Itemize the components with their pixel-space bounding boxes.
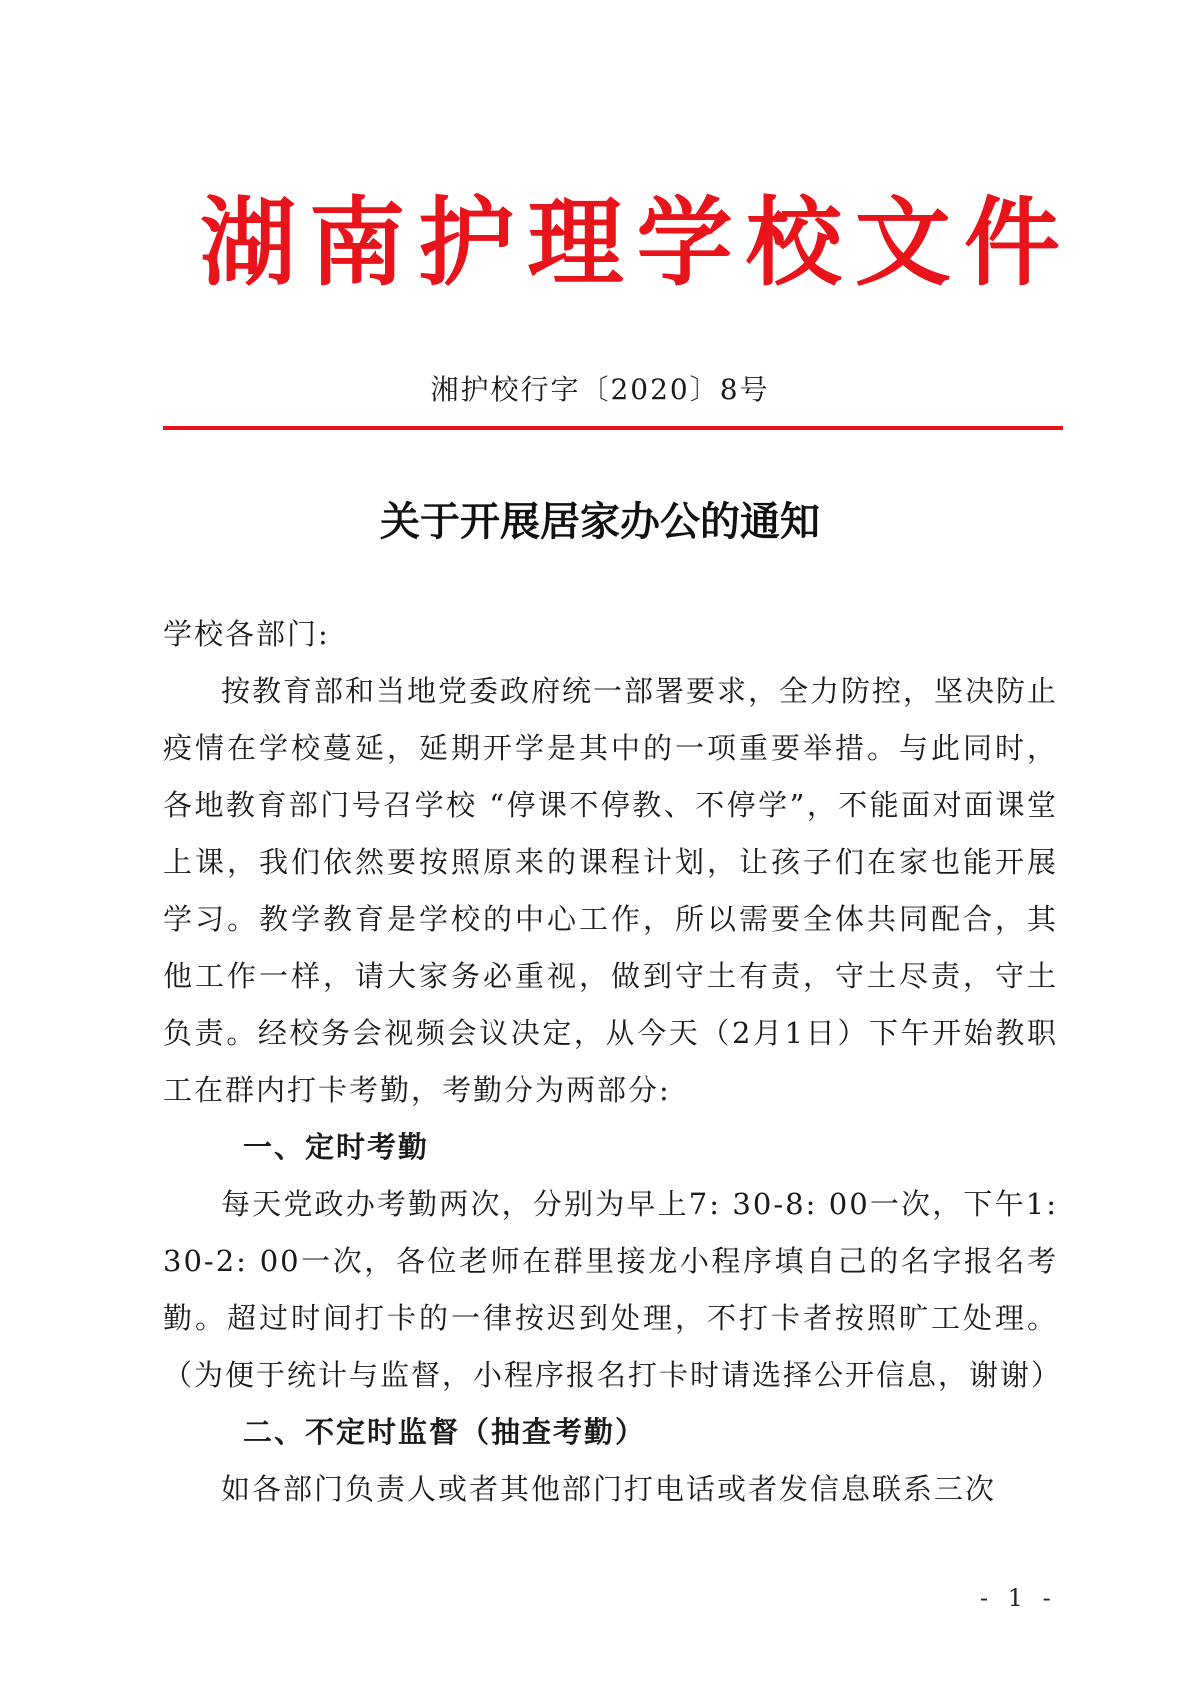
document-body	[163, 606, 1063, 1518]
header-char: 文	[854, 187, 951, 299]
header-char: 南	[309, 187, 406, 299]
header-char: 理	[527, 187, 624, 299]
document-number: 湘护校行字〔2020〕8号	[430, 373, 770, 406]
salutation: 学校各部门:	[163, 617, 330, 651]
document-header-title	[200, 188, 1060, 298]
header-char: 件	[963, 187, 1060, 299]
header-char: 校	[745, 187, 842, 299]
notice-title: 关于开展居家办公的通知	[380, 499, 820, 545]
page-number: - 1 -	[980, 1584, 1057, 1612]
header-char: 湖	[200, 187, 296, 299]
intro-paragraph: 按教育部和当地党委政府统一部署要求，全力防控，坚决防止疫情在学校蔓延，延期开学是其中的一项重要举措。与此同时，各地教育部门号召学校 “停课不停教、不停学”，不能面对面课堂上课，我们依然要按照原来的课程计划，让孩子们在家也能开展学习。教学教育是学校的中心工作，所以需要全体共同配合，其他工作一样，请大家务必重视，做到守土有责，守土尽责，守土负责。经校务会视频会议决定，从今天（2月1日）下午开始教职工在群内打卡考勤，考勤分为两部分:	[163, 674, 1059, 1107]
section-heading: 二、不定时监督（抽查考勤）	[243, 1415, 647, 1449]
section-heading: 一、定时考勤	[243, 1130, 430, 1164]
header-char: 学	[636, 187, 733, 299]
header-char: 护	[418, 187, 515, 299]
red-divider	[163, 426, 1063, 430]
section-paragraph: 如各部门负责人或者其他部门打电话或者发信息联系三次	[221, 1472, 997, 1506]
section-paragraph: 每天党政办考勤两次，分别为早上7: 30-8: 00一次，下午1: 30-2: 00一次，各位老师在群里接龙小程序填自己的名字报名考勤。超过时间打卡的一律按迟到处理，不打卡者按照旷工处理。（为便于统计与监督，小程序报名打卡时请选择公开信息，谢谢）	[163, 1187, 1063, 1392]
